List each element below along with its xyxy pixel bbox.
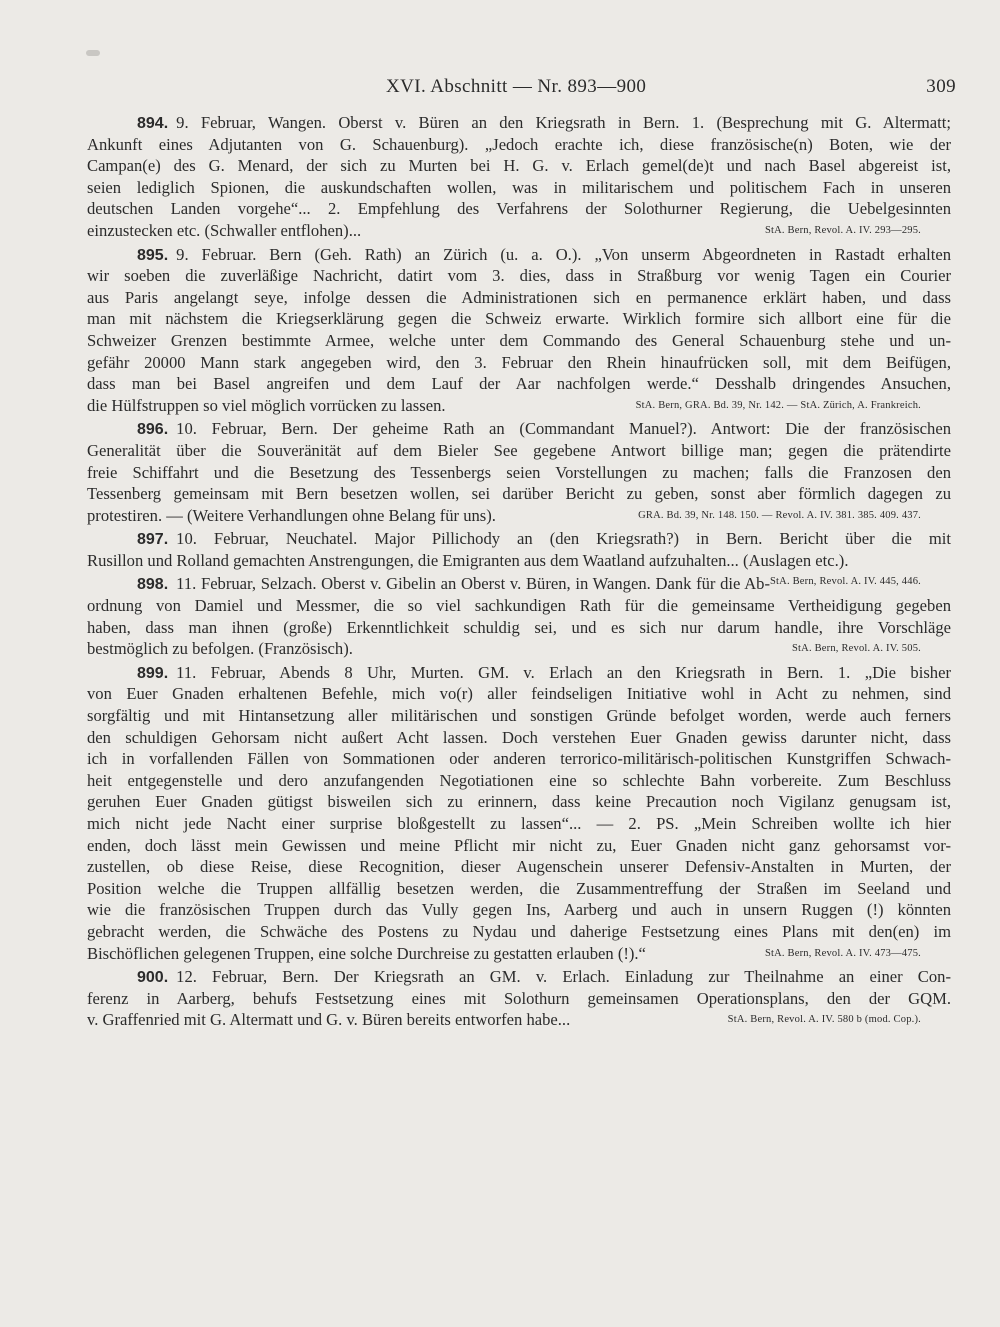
entry-line <box>87 770 951 792</box>
entry-line <box>87 988 951 1010</box>
entry-line <box>87 440 951 462</box>
entry-number: 894. <box>137 115 169 132</box>
entry-text: von Euer Gnaden erhaltenen Befehle, mich vo(r) aller feindseligen Initiative wohl in Acht zu nehmen, sind <box>87 684 951 704</box>
entry-text: 9. Februar, Wangen. Oberst v. Büren an den Kriegsrath in Bern. 1. (Besprechung mit G. Altermatt; <box>176 113 951 132</box>
entry-text: 9. Februar. Bern (Geh. Rath) an Zürich (u. a. O.). „Von unserm Abgeordneten in Rastadt erhalten <box>176 244 951 264</box>
entry-line <box>87 748 951 770</box>
entry-line <box>87 595 951 617</box>
entry-number: 897. <box>137 531 169 549</box>
entry-text: Rusillon und Rolland gemachten Anstrengungen, die Emigranten aus dem Waatland aufzuhalten... (Auslagen etc.). <box>87 550 849 570</box>
entry-text: sorgfältig und mit Hintansetzung aller militärischen und sonstigen Gründe befolget worden, werde auch ferners <box>87 706 951 726</box>
entry-text: Position welche die Truppen allfällig besetzen werden, die Zusammentreffung der Straßen im Seeland und <box>87 878 951 898</box>
entry-text: ferenz in Aarberg, behufs Festsetzung eines mit Solothurn gemeinsamen Operationsplans, den der GQM. <box>87 988 951 1008</box>
entry-text: enden, doch lässt mein Gewissen und meine Pflicht mir nicht zu, Euer Gnaden nicht ganz gehorsamst vor- <box>87 835 951 855</box>
entry-line <box>87 943 951 965</box>
entry-text: freie Schiffahrt und die Besetzung des Tessenbergs seien Vorstellungen zu machen; falls die Franzosen den <box>87 462 951 482</box>
entry-line <box>87 265 951 287</box>
entry-line <box>87 308 951 330</box>
running-header <box>0 76 1000 104</box>
entry-number: 899. <box>137 664 169 682</box>
archive-citation: GRA. Bd. 39, Nr. 148. 150. — Revol. A. IV. 381. 385. 409. 437. <box>638 509 921 521</box>
entry-text: geruhen Euer Gnaden gütigst bisweilen sich zu erinnern, dass keine Precaution noch Vigilanz genugsam ist, <box>87 792 951 812</box>
section-title: XVI. Abschnitt — Nr. 893—900 <box>386 76 647 97</box>
entry-number: 896. <box>137 421 169 439</box>
document-entry <box>87 418 951 526</box>
entry-line <box>87 418 951 440</box>
entry-number: 898. <box>137 576 169 594</box>
entry-text: mich nicht jede Nacht einer surprise bloßgestellt zu lassen“... — 2. PS. „Mein Schreiben wollte ich hier <box>87 814 951 833</box>
entry-line <box>87 856 951 878</box>
page-number: 309 <box>926 76 956 97</box>
entry-text: heit entgegenstelle und dero anzufangenden Negotiationen eine so schlechte Bahn vorbereite. Zum Beschluss <box>87 770 951 790</box>
entry-line <box>87 813 951 835</box>
document-entry <box>87 966 951 1031</box>
entry-line <box>87 112 951 134</box>
document-body <box>87 112 951 1033</box>
entry-number: 895. <box>137 246 169 264</box>
entry-line <box>87 352 951 374</box>
entry-text: bestmöglich zu befolgen. (Französisch). <box>87 639 353 659</box>
document-entry <box>87 662 951 964</box>
entry-line <box>87 1009 951 1031</box>
entry-line <box>87 705 951 727</box>
scan-mark <box>86 50 100 56</box>
entry-text: ordnung von Damiel und Messmer, die so viel sachkundigen Rath für die gemeinsame Vertheidigung gegeben <box>87 596 951 616</box>
entry-text: deutschen Landen vorgehe“... 2. Empfehlung des Verfahrens der Solothurner Regierung, die Uebelgesinnten <box>87 199 951 219</box>
entry-number: 900. <box>137 969 169 987</box>
entry-text: seien lediglich Spionen, die auskundschaften wollen, was in militarischem und politischem Fach in unseren <box>87 177 951 197</box>
entry-line <box>87 662 951 684</box>
archive-citation: StA. Bern, Revol. A. IV. 580 b (mod. Cop.). <box>727 1014 921 1026</box>
entry-text: ich in vorfallenden Fällen von Sommationen oder anderen terrorico-militärisch-politischen Kunstgriffen Schwach- <box>87 749 951 769</box>
document-entry <box>87 244 951 417</box>
entry-line <box>87 638 951 660</box>
entry-line <box>87 287 951 309</box>
entry-line <box>87 155 951 177</box>
entry-text: Campan(e) des G. Menard, der sich zu Murten bei H. G. v. Erlach gemel(de)t und nach Basel abgereist ist, <box>87 156 951 176</box>
entry-text: man mit nächstem die Kriegserklärung gegen die Schweiz erwarte. Wirklich formire sich allbort eine für die <box>87 309 951 329</box>
entry-text: dass man bei Basel angreifen und dem Lauf der Aar nachfolgen werde.“ Desshalb dringendes Ansuchen, <box>87 374 951 394</box>
entry-line <box>87 373 951 395</box>
entry-text: Bischöflichen gelegenen Truppen, eine solche Durchreise zu gestatten erlauben (!).“ <box>87 943 646 963</box>
entry-line <box>87 198 951 220</box>
entry-text: wie die französischen Truppen durch das Vully gegen Ins, Aarberg und auch in unsern Ruggen (!) könnten <box>87 900 951 920</box>
entry-text: v. Graffenried mit G. Altermatt und G. v. Büren bereits entworfen habe... <box>87 1010 571 1030</box>
entry-line <box>87 899 951 921</box>
archive-citation: StA. Bern, Revol. A. IV. 505. <box>792 643 921 655</box>
entry-line <box>87 177 951 199</box>
entry-line <box>87 528 951 550</box>
entry-text: 12. Februar, Bern. Der Kriegsrath an GM. v. Erlach. Einladung zur Theilnahme an einer Con- <box>176 967 951 987</box>
entry-line <box>87 330 951 352</box>
entry-line <box>87 505 951 527</box>
entry-line <box>87 727 951 749</box>
archive-citation: StA. Bern, Revol. A. IV. 293—295. <box>764 224 921 236</box>
entry-line <box>87 244 951 266</box>
entry-line <box>87 791 951 813</box>
entry-line <box>87 683 951 705</box>
archive-citation: StA. Bern, Revol. A. IV. 473—475. <box>764 947 921 959</box>
entry-line <box>87 966 951 988</box>
archive-citation: StA. Bern, GRA. Bd. 39, Nr. 142. — StA. Zürich, A. Frankreich. <box>635 399 921 411</box>
entry-line <box>87 462 951 484</box>
entry-text: 11. Februar, Selzach. Oberst v. Gibelin an Oberst v. Büren, in Wangen. Dank für die Ab- <box>176 574 770 594</box>
entry-line <box>87 220 951 242</box>
entry-text: zustellen, ob diese Reise, diese Recognition, dieser Augenschein unserer Defensiv-Anstalten in Murten, der <box>87 857 951 877</box>
entry-text: aus Paris angelangt seye, infolge dessen die Administrationen sich en permanence erklärt haben, und dass <box>87 287 951 307</box>
entry-text: Generalität über die Souveränität auf dem Bieler See gegebene Antwort billige man; gegen die prätendirte <box>87 440 951 460</box>
entry-line <box>87 921 951 943</box>
entry-line <box>87 483 951 505</box>
entry-text: 10. Februar, Neuchatel. Major Pillichody an (den Kriegsrath?) in Bern. Bericht über die mit <box>176 529 951 549</box>
entry-line <box>87 835 951 857</box>
entry-text: wir soeben die zuverläßige Nachricht, datirt vom 3. dies, dass in Straßburg vor wenig Tagen ein Courier <box>87 266 951 286</box>
entry-text: Schweizer Grenzen bestimmte Armee, welche unter dem Commando des General Schauenburg stehe und un- <box>87 330 951 350</box>
entry-line <box>87 134 951 156</box>
document-entry <box>87 112 951 242</box>
entry-text: haben, dass man ihnen (große) Erkenntlichkeit schuldig sei, und es sich nur darum handle, ihre Vorschläge <box>87 617 951 637</box>
entry-line <box>87 878 951 900</box>
entry-text: Tessenberg gemeinsam mit Bern besetzen wollen, sei darüber Bericht zu geben, sonst aber förmlich dagegen zu <box>87 484 951 504</box>
entry-line <box>87 395 951 417</box>
entry-text: Ankunft eines Adjutanten von G. Schauenburg). „Jedoch erachte ich, diese französische(n) Boten, wie der <box>87 134 951 154</box>
entry-text: 10. Februar, Bern. Der geheime Rath an (Commandant Manuel?). Antwort: Die der französischen <box>176 419 951 439</box>
entry-text: protestiren. — (Weitere Verhandlungen ohne Belang für uns). <box>87 505 496 525</box>
entry-text: gefähr 20000 Mann stark angegeben wird, den 3. Februar den Rhein hinaufrücken soll, mit dem Beifügen, <box>87 352 951 372</box>
entry-text: die Hülfstruppen so viel möglich vorrücken zu lassen. <box>87 395 446 415</box>
entry-text: gebracht werden, die Schwäche des Postens zu Nydau und daherige Festsetzung eines Plans mit den(en) im <box>87 921 951 941</box>
archive-citation: StA. Bern, Revol. A. IV. 445, 446. <box>770 576 921 588</box>
entry-text: einzustecken etc. (Schwaller entflohen)... <box>87 220 362 240</box>
entry-text: 11. Februar, Abends 8 Uhr, Murten. GM. v. Erlach an den Kriegsrath in Bern. 1. „Die bisher <box>176 662 951 682</box>
entry-line <box>87 617 951 639</box>
entry-text: den schuldigen Gehorsam nicht außert Acht lassen. Doch verstehen Euer Gnaden gewiss darunter nicht, dass <box>87 727 951 747</box>
